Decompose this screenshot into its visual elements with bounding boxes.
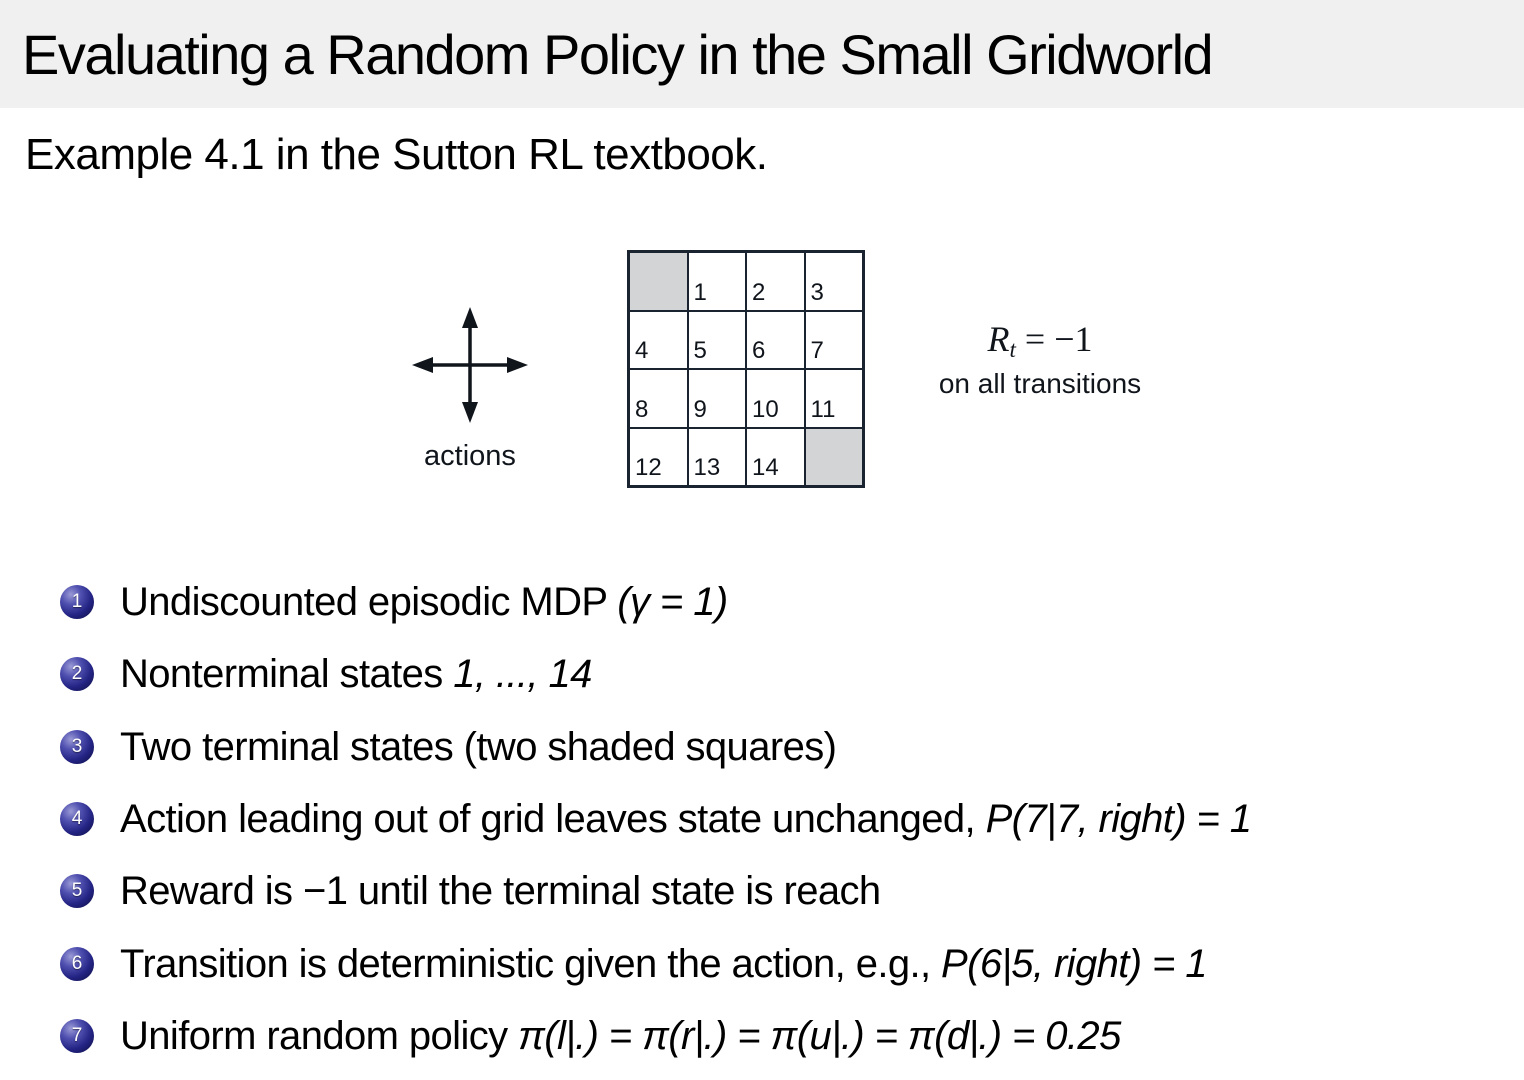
- reward-annotation: [900, 318, 1180, 400]
- slide-header: [0, 0, 1524, 108]
- list-item-text: Undiscounted episodic MDP (γ = 1): [120, 579, 728, 624]
- actions-label: actions: [424, 440, 516, 472]
- list-item-text: Uniform random policy π(l|.) = π(r|.) = π(u|.) = π(d|.) = 0.25: [120, 1013, 1121, 1058]
- grid-cell: 6: [747, 312, 804, 369]
- math-expression: 1, ..., 14: [453, 651, 592, 696]
- item-number-badge: 1: [60, 585, 94, 619]
- list-item: [60, 1012, 1121, 1060]
- list-item: [60, 940, 1207, 988]
- grid-cell: 3: [806, 253, 863, 310]
- grid-cell: 9: [689, 370, 746, 427]
- math-expression: (γ = 1): [617, 579, 728, 624]
- item-number-badge: 2: [60, 657, 94, 691]
- math-expression: P(7|7, right) = 1: [985, 796, 1252, 841]
- grid-cell: 10: [747, 370, 804, 427]
- actions-cross-icon: [408, 303, 532, 427]
- grid-cell: 2: [747, 253, 804, 310]
- list-item-text: Action leading out of grid leaves state unchanged, P(7|7, right) = 1: [120, 796, 1252, 841]
- list-item-text: Transition is deterministic given the action, e.g., P(6|5, right) = 1: [120, 941, 1207, 986]
- item-number-badge: 4: [60, 802, 94, 836]
- slide-subtitle: Example 4.1 in the Sutton RL textbook.: [25, 130, 768, 179]
- grid-cell-terminal: [806, 429, 863, 486]
- actions-figure: [408, 303, 532, 473]
- page-title: Evaluating a Random Policy in the Small Gridworld: [22, 22, 1213, 86]
- gridworld: [627, 250, 865, 488]
- list-item: [60, 578, 728, 626]
- math-expression: π(l|.) = π(r|.) = π(u|.) = π(d|.) = 0.25: [518, 1013, 1121, 1058]
- grid-cell: 4: [630, 312, 687, 369]
- item-number-badge: 3: [60, 730, 94, 764]
- list-item-text: Nonterminal states 1, ..., 14: [120, 651, 592, 696]
- grid-cell: 5: [689, 312, 746, 369]
- grid-cell-terminal: [630, 253, 687, 310]
- reward-equation: = −1: [1015, 319, 1093, 359]
- grid-cell: 8: [630, 370, 687, 427]
- item-number-badge: 7: [60, 1019, 94, 1053]
- list-item: [60, 795, 1251, 843]
- item-number-badge: 6: [60, 947, 94, 981]
- grid-cell: 11: [806, 370, 863, 427]
- grid-cell: 12: [630, 429, 687, 486]
- reward-subscript: t: [1009, 337, 1016, 362]
- list-item: [60, 650, 592, 698]
- reward-variable: R: [987, 319, 1010, 359]
- list-item-text: Two terminal states (two shaded squares): [120, 724, 837, 769]
- list-item: [60, 723, 836, 771]
- list-item: [60, 867, 881, 915]
- list-item-text: Reward is −1 until the terminal state is reach: [120, 868, 881, 913]
- reward-formula: [900, 318, 1180, 363]
- grid-cell: 14: [747, 429, 804, 486]
- grid-cell: 7: [806, 312, 863, 369]
- grid-cell: 1: [689, 253, 746, 310]
- reward-caption: on all transitions: [938, 368, 1142, 399]
- math-expression: P(6|5, right) = 1: [941, 941, 1207, 986]
- item-number-badge: 5: [60, 874, 94, 908]
- grid-cell: 13: [689, 429, 746, 486]
